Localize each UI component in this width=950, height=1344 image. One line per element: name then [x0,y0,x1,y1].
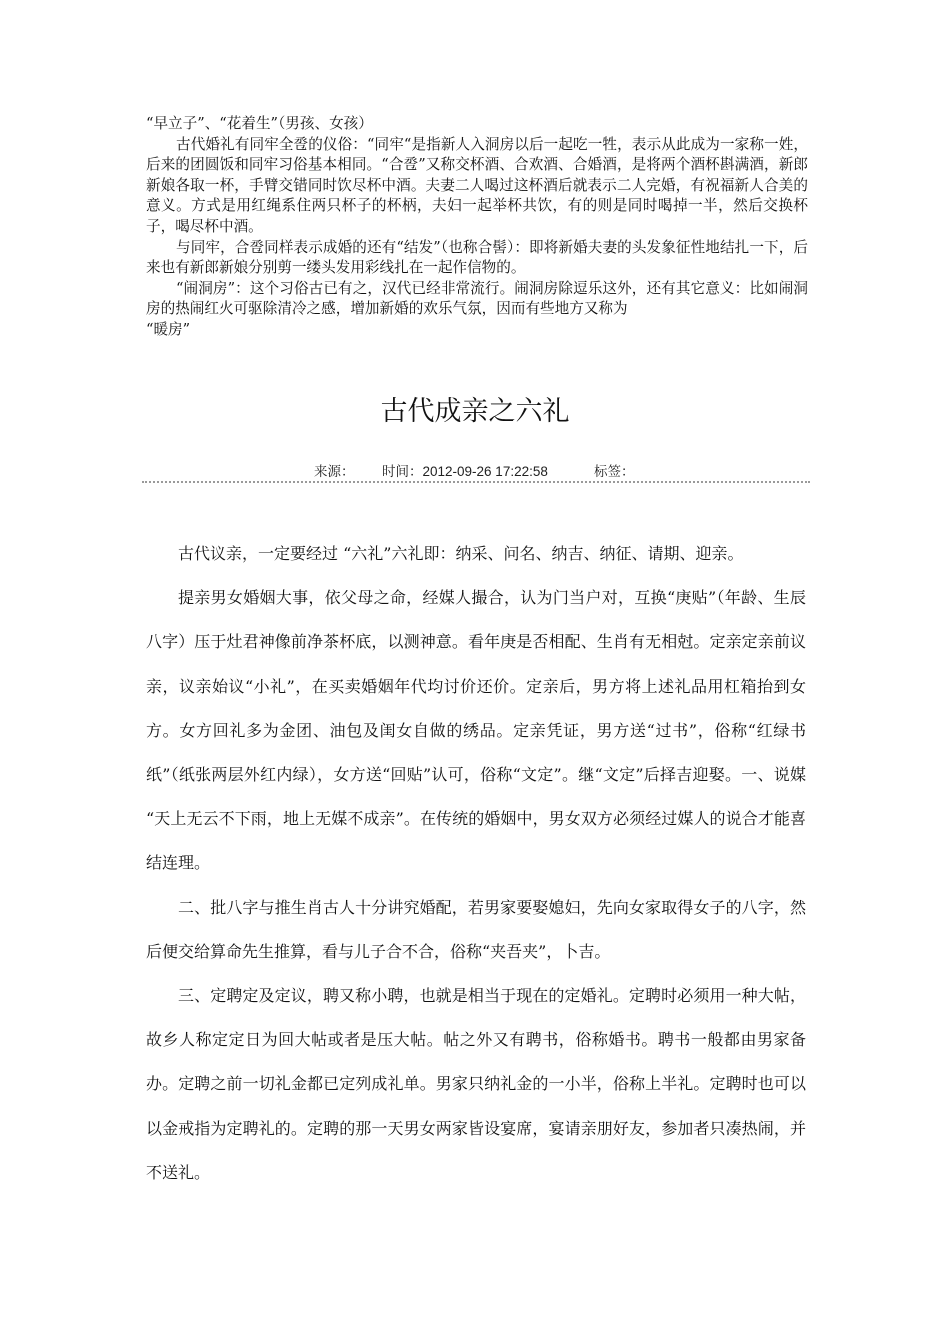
tags-label: 标签： [594,464,635,479]
time-value: 2012-09-26 17:22:58 [422,464,548,479]
time-label: 时间： [382,464,423,479]
body-paragraph-liuli: 古代议亲，一定要经过 “六礼”六礼即：纳采、问名、纳吉、纳征、请期、迎亲。 [178,544,744,563]
time-info [382,462,548,482]
intro-text-block [146,114,808,341]
intro-paragraph-tongtao: 古代婚礼有同牢全卺的仪俗：“同牢“是指新人入洞房以后一起吃一牲，表示从此成为一家称一姓，后来的团圆饭和同牢习俗基本相同。“合卺”又称交杯酒、合欢酒、合婚酒，是将两个酒杯斟满酒，新郎新娘各取一杯，手臂交错同时饮尽杯中酒。夫妻二人喝过这杯酒后就表示二人完婚，有祝福新人合美的意义。方式是用红绳系住两只杯子的杯柄，夫妇一起举杯共饮，有的则是同时喝掉一半，然后交换杯子，喝尽杯中酒。 [146,135,808,235]
article-body [146,532,806,1195]
body-paragraph-bazi: 二、批八字与推生肖古人十分讲究婚配，若男家要娶媳妇，先向女家取得女子的八字，然后便交给算命先生推算，看与儿子合不合，俗称“夹吾夹”，卜吉。 [146,897,806,961]
intro-line: “早立子”、“花着生”（男孩、女孩） [146,115,373,132]
meta-divider [142,481,810,483]
body-paragraph-dingpin: 三、定聘定及定议，聘又称小聘，也就是相当于现在的定婚礼。定聘时必须用一种大帖，故乡人称定定日为回大帖或者是压大帖。帖之外又有聘书，俗称婚书。聘书一般都由男家备办。定聘之前一切礼金都已定列成礼单。男家只纳礼金的一小半，俗称上半礼。定聘时也可以以金戒指为定聘礼的。定聘的那一天男女两家皆设宴席，宴请亲朋好友，参加者只凑热闹，并不送礼。 [146,986,806,1182]
source-label: 来源： [314,464,355,479]
intro-paragraph-naodongfang: “闹洞房”：这个习俗古已有之，汉代已经非常流行。闹洞房除逗乐这外，还有其它意义：比如闹洞房的热闹红火可驱除清冷之感，增加新婚的欢乐气氛，因而有些地方又称为 [146,279,808,318]
intro-line-nuanfang: “暖房” [146,320,191,338]
intro-paragraph-jiefa: 与同牢，合卺同样表示成婚的还有“结发”（也称合髻）：即将新婚夫妻的头发象征性地结扎一下，后来也有新郎新娘分别剪一缕头发用彩线扎在一起作信物的。 [146,238,808,277]
body-paragraph-dingqin: 提亲男女婚姻大事，依父母之命，经媒人撮合，认为门当户对，互换“庚贴”（年龄、生辰八字）压于灶君神像前净茶杯底，以测神意。看年庚是否相配、生肖有无相尅。定亲定亲前议亲，议亲始议“小礼”，在买卖婚姻年代均讨价还价。定亲后，男方将上述礼品用杠箱抬到女方。女方回礼多为金团、油包及闺女自做的绣品。定亲凭证，男方送“过书”，俗称“红绿书纸”（纸张两层外红内绿），女方送“回贴”认可，俗称“文定”。继“文定”后择吉迎娶。一、说媒 “天上无云不下雨，地上无媒不成亲”。在传统的婚姻中，男女双方必须经过媒人的说合才能喜结连理。 [146,588,806,873]
page-title: 古代成亲之六礼 [380,396,570,427]
